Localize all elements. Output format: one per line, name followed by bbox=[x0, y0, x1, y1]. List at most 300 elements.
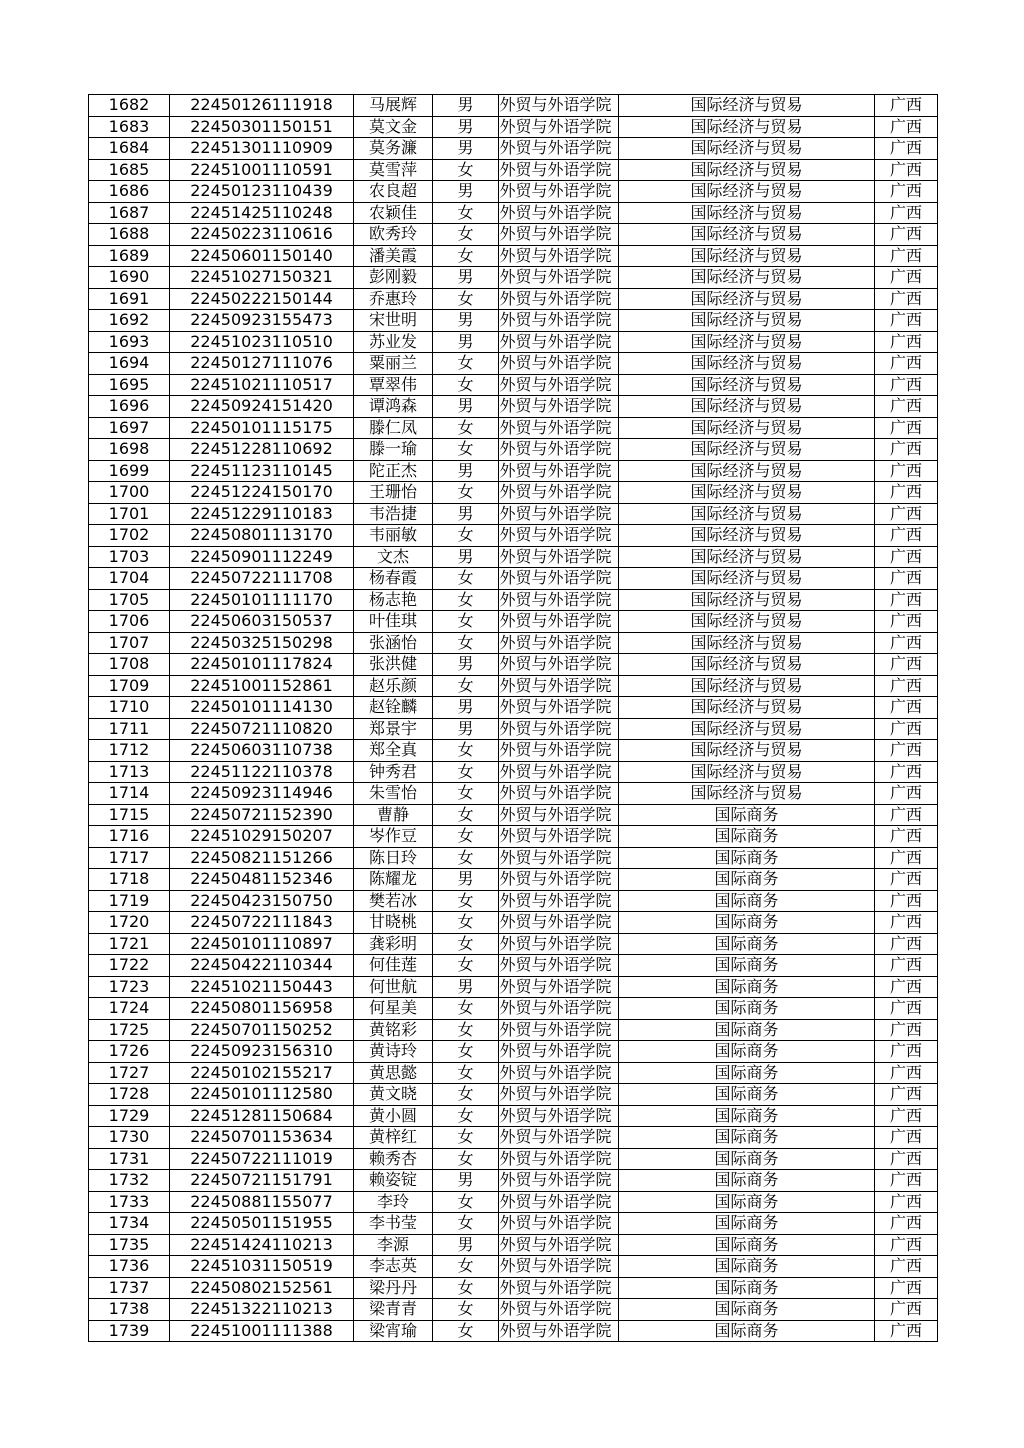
province-cell: 广西 bbox=[875, 525, 938, 547]
major-cell: 国际经济与贸易 bbox=[619, 675, 875, 697]
province-cell: 广西 bbox=[875, 1234, 938, 1256]
province-cell: 广西 bbox=[875, 95, 938, 117]
college-cell: 外贸与外语学院 bbox=[499, 1234, 619, 1256]
table-row bbox=[89, 1277, 938, 1299]
gender-cell: 男 bbox=[433, 310, 499, 332]
table-row bbox=[89, 1062, 938, 1084]
gender-cell: 女 bbox=[433, 288, 499, 310]
row-number-cell: 1708 bbox=[89, 654, 170, 676]
row-number-cell: 1727 bbox=[89, 1062, 170, 1084]
province-cell: 广西 bbox=[875, 396, 938, 418]
row-number-cell: 1739 bbox=[89, 1320, 170, 1342]
major-cell: 国际商务 bbox=[619, 1019, 875, 1041]
table-row bbox=[89, 1320, 938, 1342]
row-number-cell: 1714 bbox=[89, 783, 170, 805]
row-number-cell: 1723 bbox=[89, 976, 170, 998]
province-cell: 广西 bbox=[875, 761, 938, 783]
college-cell: 外贸与外语学院 bbox=[499, 611, 619, 633]
exam-id-cell: 22450721152390 bbox=[170, 804, 354, 826]
province-cell: 广西 bbox=[875, 847, 938, 869]
college-cell: 外贸与外语学院 bbox=[499, 697, 619, 719]
gender-cell: 女 bbox=[433, 826, 499, 848]
table-row bbox=[89, 1019, 938, 1041]
name-cell: 黄文晓 bbox=[354, 1084, 433, 1106]
gender-cell: 女 bbox=[433, 783, 499, 805]
exam-id-cell: 22451301110909 bbox=[170, 138, 354, 160]
exam-id-cell: 22450127111076 bbox=[170, 353, 354, 375]
college-cell: 外贸与外语学院 bbox=[499, 353, 619, 375]
province-cell: 广西 bbox=[875, 654, 938, 676]
major-cell: 国际经济与贸易 bbox=[619, 224, 875, 246]
college-cell: 外贸与外语学院 bbox=[499, 675, 619, 697]
exam-id-cell: 22450923114946 bbox=[170, 783, 354, 805]
province-cell: 广西 bbox=[875, 159, 938, 181]
province-cell: 广西 bbox=[875, 503, 938, 525]
row-number-cell: 1721 bbox=[89, 933, 170, 955]
name-cell: 张涵怡 bbox=[354, 632, 433, 654]
province-cell: 广西 bbox=[875, 267, 938, 289]
table-row bbox=[89, 740, 938, 762]
major-cell: 国际经济与贸易 bbox=[619, 138, 875, 160]
gender-cell: 女 bbox=[433, 417, 499, 439]
row-number-cell: 1692 bbox=[89, 310, 170, 332]
table-row bbox=[89, 525, 938, 547]
exam-id-cell: 22451281150684 bbox=[170, 1105, 354, 1127]
college-cell: 外贸与外语学院 bbox=[499, 912, 619, 934]
gender-cell: 女 bbox=[433, 1084, 499, 1106]
major-cell: 国际经济与贸易 bbox=[619, 267, 875, 289]
major-cell: 国际商务 bbox=[619, 1256, 875, 1278]
table-row bbox=[89, 1256, 938, 1278]
major-cell: 国际经济与贸易 bbox=[619, 783, 875, 805]
major-cell: 国际经济与贸易 bbox=[619, 116, 875, 138]
name-cell: 黄思懿 bbox=[354, 1062, 433, 1084]
row-number-cell: 1716 bbox=[89, 826, 170, 848]
row-number-cell: 1722 bbox=[89, 955, 170, 977]
exam-id-cell: 22450881155077 bbox=[170, 1191, 354, 1213]
name-cell: 何世航 bbox=[354, 976, 433, 998]
name-cell: 何星美 bbox=[354, 998, 433, 1020]
gender-cell: 女 bbox=[433, 1127, 499, 1149]
exam-id-cell: 22450701153634 bbox=[170, 1127, 354, 1149]
major-cell: 国际经济与贸易 bbox=[619, 460, 875, 482]
row-number-cell: 1693 bbox=[89, 331, 170, 353]
gender-cell: 男 bbox=[433, 267, 499, 289]
college-cell: 外贸与外语学院 bbox=[499, 1105, 619, 1127]
college-cell: 外贸与外语学院 bbox=[499, 890, 619, 912]
major-cell: 国际商务 bbox=[619, 1277, 875, 1299]
name-cell: 梁宵瑜 bbox=[354, 1320, 433, 1342]
table-row bbox=[89, 159, 938, 181]
name-cell: 王珊怡 bbox=[354, 482, 433, 504]
major-cell: 国际经济与贸易 bbox=[619, 740, 875, 762]
college-cell: 外贸与外语学院 bbox=[499, 955, 619, 977]
major-cell: 国际商务 bbox=[619, 912, 875, 934]
province-cell: 广西 bbox=[875, 202, 938, 224]
major-cell: 国际商务 bbox=[619, 1062, 875, 1084]
exam-id-cell: 22451021150443 bbox=[170, 976, 354, 998]
major-cell: 国际经济与贸易 bbox=[619, 202, 875, 224]
college-cell: 外贸与外语学院 bbox=[499, 1277, 619, 1299]
row-number-cell: 1724 bbox=[89, 998, 170, 1020]
name-cell: 韦浩捷 bbox=[354, 503, 433, 525]
college-cell: 外贸与外语学院 bbox=[499, 783, 619, 805]
exam-id-cell: 22451424110213 bbox=[170, 1234, 354, 1256]
province-cell: 广西 bbox=[875, 1084, 938, 1106]
province-cell: 广西 bbox=[875, 1213, 938, 1235]
name-cell: 樊若冰 bbox=[354, 890, 433, 912]
college-cell: 外贸与外语学院 bbox=[499, 761, 619, 783]
major-cell: 国际商务 bbox=[619, 976, 875, 998]
row-number-cell: 1718 bbox=[89, 869, 170, 891]
gender-cell: 女 bbox=[433, 761, 499, 783]
college-cell: 外贸与外语学院 bbox=[499, 159, 619, 181]
gender-cell: 男 bbox=[433, 1234, 499, 1256]
name-cell: 赵乐颜 bbox=[354, 675, 433, 697]
table-row bbox=[89, 288, 938, 310]
major-cell: 国际经济与贸易 bbox=[619, 159, 875, 181]
name-cell: 赖姿锭 bbox=[354, 1170, 433, 1192]
province-cell: 广西 bbox=[875, 955, 938, 977]
table-row bbox=[89, 202, 938, 224]
exam-id-cell: 22451021110517 bbox=[170, 374, 354, 396]
exam-id-cell: 22450923156310 bbox=[170, 1041, 354, 1063]
exam-id-cell: 22450801113170 bbox=[170, 525, 354, 547]
table-row bbox=[89, 1234, 938, 1256]
name-cell: 赵铨麟 bbox=[354, 697, 433, 719]
gender-cell: 男 bbox=[433, 116, 499, 138]
name-cell: 岑作豆 bbox=[354, 826, 433, 848]
gender-cell: 女 bbox=[433, 955, 499, 977]
major-cell: 国际商务 bbox=[619, 826, 875, 848]
province-cell: 广西 bbox=[875, 976, 938, 998]
major-cell: 国际商务 bbox=[619, 998, 875, 1020]
name-cell: 乔惠玲 bbox=[354, 288, 433, 310]
college-cell: 外贸与外语学院 bbox=[499, 116, 619, 138]
row-number-cell: 1729 bbox=[89, 1105, 170, 1127]
row-number-cell: 1695 bbox=[89, 374, 170, 396]
province-cell: 广西 bbox=[875, 869, 938, 891]
table-row bbox=[89, 826, 938, 848]
table-row bbox=[89, 568, 938, 590]
exam-id-cell: 22451123110145 bbox=[170, 460, 354, 482]
province-cell: 广西 bbox=[875, 1170, 938, 1192]
major-cell: 国际经济与贸易 bbox=[619, 331, 875, 353]
row-number-cell: 1738 bbox=[89, 1299, 170, 1321]
name-cell: 黄诗玲 bbox=[354, 1041, 433, 1063]
name-cell: 潘美霞 bbox=[354, 245, 433, 267]
exam-id-cell: 22450722111019 bbox=[170, 1148, 354, 1170]
row-number-cell: 1735 bbox=[89, 1234, 170, 1256]
major-cell: 国际经济与贸易 bbox=[619, 568, 875, 590]
row-number-cell: 1733 bbox=[89, 1191, 170, 1213]
college-cell: 外贸与外语学院 bbox=[499, 1041, 619, 1063]
exam-id-cell: 22450301150151 bbox=[170, 116, 354, 138]
row-number-cell: 1701 bbox=[89, 503, 170, 525]
table-row bbox=[89, 933, 938, 955]
college-cell: 外贸与外语学院 bbox=[499, 654, 619, 676]
gender-cell: 男 bbox=[433, 396, 499, 418]
exam-id-cell: 22451229110183 bbox=[170, 503, 354, 525]
table-row bbox=[89, 310, 938, 332]
exam-id-cell: 22450481152346 bbox=[170, 869, 354, 891]
college-cell: 外贸与外语学院 bbox=[499, 267, 619, 289]
name-cell: 莫务濂 bbox=[354, 138, 433, 160]
major-cell: 国际商务 bbox=[619, 1170, 875, 1192]
exam-id-cell: 22450901112249 bbox=[170, 546, 354, 568]
exam-id-cell: 22450102155217 bbox=[170, 1062, 354, 1084]
exam-id-cell: 22450802152561 bbox=[170, 1277, 354, 1299]
name-cell: 陈耀龙 bbox=[354, 869, 433, 891]
college-cell: 外贸与外语学院 bbox=[499, 245, 619, 267]
exam-id-cell: 22450222150144 bbox=[170, 288, 354, 310]
exam-id-cell: 22450126111918 bbox=[170, 95, 354, 117]
province-cell: 广西 bbox=[875, 1191, 938, 1213]
row-number-cell: 1683 bbox=[89, 116, 170, 138]
college-cell: 外贸与外语学院 bbox=[499, 1320, 619, 1342]
province-cell: 广西 bbox=[875, 417, 938, 439]
exam-id-cell: 22450601150140 bbox=[170, 245, 354, 267]
major-cell: 国际经济与贸易 bbox=[619, 310, 875, 332]
gender-cell: 女 bbox=[433, 439, 499, 461]
gender-cell: 女 bbox=[433, 804, 499, 826]
major-cell: 国际商务 bbox=[619, 869, 875, 891]
table-row bbox=[89, 224, 938, 246]
gender-cell: 男 bbox=[433, 503, 499, 525]
province-cell: 广西 bbox=[875, 1320, 938, 1342]
major-cell: 国际商务 bbox=[619, 1148, 875, 1170]
row-number-cell: 1734 bbox=[89, 1213, 170, 1235]
table-row bbox=[89, 869, 938, 891]
name-cell: 莫雪萍 bbox=[354, 159, 433, 181]
college-cell: 外贸与外语学院 bbox=[499, 95, 619, 117]
name-cell: 农颖佳 bbox=[354, 202, 433, 224]
gender-cell: 女 bbox=[433, 933, 499, 955]
gender-cell: 男 bbox=[433, 976, 499, 998]
row-number-cell: 1690 bbox=[89, 267, 170, 289]
college-cell: 外贸与外语学院 bbox=[499, 1127, 619, 1149]
college-cell: 外贸与外语学院 bbox=[499, 847, 619, 869]
exam-id-cell: 22450423150750 bbox=[170, 890, 354, 912]
gender-cell: 男 bbox=[433, 546, 499, 568]
college-cell: 外贸与外语学院 bbox=[499, 1019, 619, 1041]
table-row bbox=[89, 396, 938, 418]
college-cell: 外贸与外语学院 bbox=[499, 1148, 619, 1170]
major-cell: 国际经济与贸易 bbox=[619, 611, 875, 633]
exam-id-cell: 22450325150298 bbox=[170, 632, 354, 654]
gender-cell: 女 bbox=[433, 675, 499, 697]
college-cell: 外贸与外语学院 bbox=[499, 568, 619, 590]
major-cell: 国际经济与贸易 bbox=[619, 374, 875, 396]
college-cell: 外贸与外语学院 bbox=[499, 632, 619, 654]
province-cell: 广西 bbox=[875, 1277, 938, 1299]
province-cell: 广西 bbox=[875, 439, 938, 461]
row-number-cell: 1687 bbox=[89, 202, 170, 224]
college-cell: 外贸与外语学院 bbox=[499, 1256, 619, 1278]
table-row bbox=[89, 783, 938, 805]
row-number-cell: 1685 bbox=[89, 159, 170, 181]
table-row bbox=[89, 1041, 938, 1063]
gender-cell: 女 bbox=[433, 998, 499, 1020]
major-cell: 国际经济与贸易 bbox=[619, 181, 875, 203]
table-row bbox=[89, 181, 938, 203]
exam-id-cell: 22450603110738 bbox=[170, 740, 354, 762]
province-cell: 广西 bbox=[875, 740, 938, 762]
gender-cell: 女 bbox=[433, 374, 499, 396]
gender-cell: 女 bbox=[433, 890, 499, 912]
college-cell: 外贸与外语学院 bbox=[499, 976, 619, 998]
college-cell: 外贸与外语学院 bbox=[499, 503, 619, 525]
major-cell: 国际经济与贸易 bbox=[619, 288, 875, 310]
gender-cell: 男 bbox=[433, 697, 499, 719]
row-number-cell: 1689 bbox=[89, 245, 170, 267]
table-row bbox=[89, 632, 938, 654]
name-cell: 陀正杰 bbox=[354, 460, 433, 482]
gender-cell: 女 bbox=[433, 245, 499, 267]
student-roster-body bbox=[89, 95, 938, 1342]
name-cell: 黄梓红 bbox=[354, 1127, 433, 1149]
table-row bbox=[89, 1084, 938, 1106]
province-cell: 广西 bbox=[875, 675, 938, 697]
exam-id-cell: 22450101114130 bbox=[170, 697, 354, 719]
exam-id-cell: 22450924151420 bbox=[170, 396, 354, 418]
gender-cell: 男 bbox=[433, 1170, 499, 1192]
college-cell: 外贸与外语学院 bbox=[499, 396, 619, 418]
name-cell: 甘晓桃 bbox=[354, 912, 433, 934]
table-row bbox=[89, 847, 938, 869]
college-cell: 外贸与外语学院 bbox=[499, 1213, 619, 1235]
major-cell: 国际商务 bbox=[619, 1084, 875, 1106]
table-row bbox=[89, 116, 938, 138]
name-cell: 赖秀杏 bbox=[354, 1148, 433, 1170]
major-cell: 国际商务 bbox=[619, 1041, 875, 1063]
name-cell: 苏业发 bbox=[354, 331, 433, 353]
exam-id-cell: 22450721110820 bbox=[170, 718, 354, 740]
row-number-cell: 1706 bbox=[89, 611, 170, 633]
gender-cell: 男 bbox=[433, 95, 499, 117]
college-cell: 外贸与外语学院 bbox=[499, 740, 619, 762]
exam-id-cell: 22451322110213 bbox=[170, 1299, 354, 1321]
major-cell: 国际经济与贸易 bbox=[619, 353, 875, 375]
major-cell: 国际经济与贸易 bbox=[619, 439, 875, 461]
name-cell: 曹静 bbox=[354, 804, 433, 826]
gender-cell: 女 bbox=[433, 740, 499, 762]
province-cell: 广西 bbox=[875, 353, 938, 375]
gender-cell: 男 bbox=[433, 331, 499, 353]
college-cell: 外贸与外语学院 bbox=[499, 482, 619, 504]
province-cell: 广西 bbox=[875, 783, 938, 805]
table-row bbox=[89, 482, 938, 504]
province-cell: 广西 bbox=[875, 1127, 938, 1149]
gender-cell: 女 bbox=[433, 1062, 499, 1084]
name-cell: 滕仁凤 bbox=[354, 417, 433, 439]
gender-cell: 男 bbox=[433, 181, 499, 203]
name-cell: 马展辉 bbox=[354, 95, 433, 117]
name-cell: 龚彩明 bbox=[354, 933, 433, 955]
province-cell: 广西 bbox=[875, 912, 938, 934]
province-cell: 广西 bbox=[875, 804, 938, 826]
exam-id-cell: 22450101115175 bbox=[170, 417, 354, 439]
major-cell: 国际经济与贸易 bbox=[619, 95, 875, 117]
college-cell: 外贸与外语学院 bbox=[499, 460, 619, 482]
gender-cell: 男 bbox=[433, 718, 499, 740]
college-cell: 外贸与外语学院 bbox=[499, 1170, 619, 1192]
college-cell: 外贸与外语学院 bbox=[499, 181, 619, 203]
major-cell: 国际经济与贸易 bbox=[619, 589, 875, 611]
name-cell: 欧秀玲 bbox=[354, 224, 433, 246]
exam-id-cell: 22450123110439 bbox=[170, 181, 354, 203]
exam-id-cell: 22450722111708 bbox=[170, 568, 354, 590]
major-cell: 国际经济与贸易 bbox=[619, 654, 875, 676]
major-cell: 国际商务 bbox=[619, 933, 875, 955]
name-cell: 李书莹 bbox=[354, 1213, 433, 1235]
row-number-cell: 1688 bbox=[89, 224, 170, 246]
college-cell: 外贸与外语学院 bbox=[499, 525, 619, 547]
exam-id-cell: 22450101111170 bbox=[170, 589, 354, 611]
row-number-cell: 1711 bbox=[89, 718, 170, 740]
table-row bbox=[89, 955, 938, 977]
name-cell: 黄铭彩 bbox=[354, 1019, 433, 1041]
name-cell: 郑全真 bbox=[354, 740, 433, 762]
exam-id-cell: 22451023110510 bbox=[170, 331, 354, 353]
row-number-cell: 1704 bbox=[89, 568, 170, 590]
name-cell: 韦丽敏 bbox=[354, 525, 433, 547]
name-cell: 何佳莲 bbox=[354, 955, 433, 977]
gender-cell: 女 bbox=[433, 568, 499, 590]
table-row bbox=[89, 331, 938, 353]
name-cell: 覃翠伟 bbox=[354, 374, 433, 396]
row-number-cell: 1705 bbox=[89, 589, 170, 611]
row-number-cell: 1736 bbox=[89, 1256, 170, 1278]
name-cell: 朱雪怡 bbox=[354, 783, 433, 805]
province-cell: 广西 bbox=[875, 331, 938, 353]
name-cell: 粟丽兰 bbox=[354, 353, 433, 375]
college-cell: 外贸与外语学院 bbox=[499, 417, 619, 439]
province-cell: 广西 bbox=[875, 589, 938, 611]
row-number-cell: 1717 bbox=[89, 847, 170, 869]
college-cell: 外贸与外语学院 bbox=[499, 138, 619, 160]
gender-cell: 女 bbox=[433, 1277, 499, 1299]
row-number-cell: 1720 bbox=[89, 912, 170, 934]
major-cell: 国际商务 bbox=[619, 847, 875, 869]
exam-id-cell: 22450701150252 bbox=[170, 1019, 354, 1041]
gender-cell: 男 bbox=[433, 869, 499, 891]
province-cell: 广西 bbox=[875, 632, 938, 654]
table-row bbox=[89, 654, 938, 676]
province-cell: 广西 bbox=[875, 998, 938, 1020]
exam-id-cell: 22451031150519 bbox=[170, 1256, 354, 1278]
college-cell: 外贸与外语学院 bbox=[499, 826, 619, 848]
name-cell: 黄小圆 bbox=[354, 1105, 433, 1127]
gender-cell: 女 bbox=[433, 847, 499, 869]
gender-cell: 女 bbox=[433, 202, 499, 224]
gender-cell: 男 bbox=[433, 138, 499, 160]
table-row bbox=[89, 1213, 938, 1235]
province-cell: 广西 bbox=[875, 374, 938, 396]
college-cell: 外贸与外语学院 bbox=[499, 224, 619, 246]
row-number-cell: 1719 bbox=[89, 890, 170, 912]
major-cell: 国际经济与贸易 bbox=[619, 632, 875, 654]
row-number-cell: 1712 bbox=[89, 740, 170, 762]
table-row bbox=[89, 998, 938, 1020]
name-cell: 李玲 bbox=[354, 1191, 433, 1213]
province-cell: 广西 bbox=[875, 697, 938, 719]
college-cell: 外贸与外语学院 bbox=[499, 546, 619, 568]
row-number-cell: 1694 bbox=[89, 353, 170, 375]
province-cell: 广西 bbox=[875, 245, 938, 267]
gender-cell: 女 bbox=[433, 1148, 499, 1170]
province-cell: 广西 bbox=[875, 1148, 938, 1170]
